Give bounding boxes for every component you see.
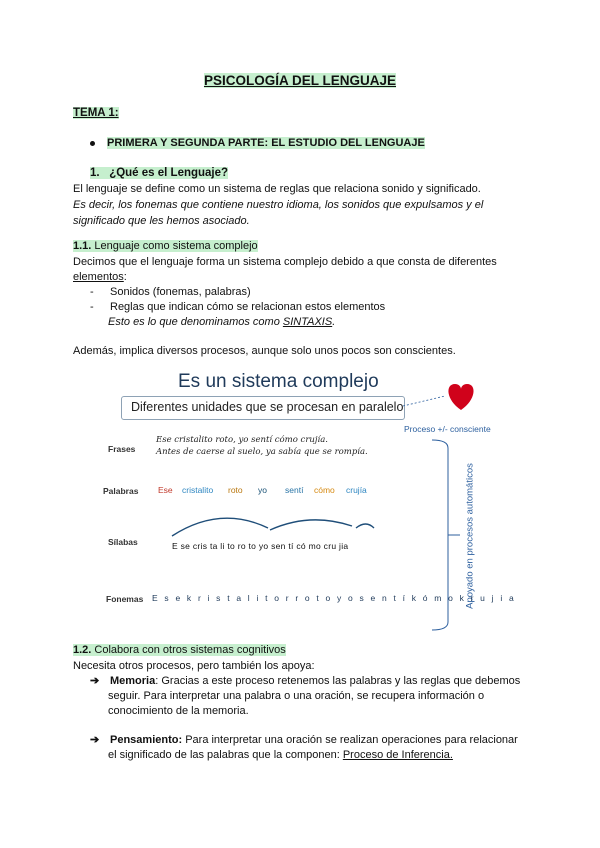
row-label-fonemas: Fonemas [106,594,144,604]
syllable-arc [270,520,352,530]
arrow-icon: ➔ [90,734,100,746]
proceso-label: Proceso +/- consciente [404,424,491,434]
silabas-text: E se cris ta li to ro to yo sen tí có mo cru jia [172,541,349,551]
word: crujía [346,485,367,495]
heart-icon [448,384,473,410]
row-label-frases: Frases [108,444,136,454]
section-1-2-intro: Necesita otros procesos, pero también los apoya: [73,660,315,672]
diagram-box-text: Diferentes unidades que se procesan en paralelo [131,400,404,414]
word: cristalito [182,485,214,495]
syllable-arc [356,524,374,528]
frase-1: Ese cristalito roto, yo sentí cómo crujía. [156,435,328,445]
section-1-1-line1: Decimos que el lenguaje forma un sistema complejo debido a que consta de diferentes [73,256,497,268]
word: sentí [285,485,304,495]
arrow-icon: ➔ [90,675,100,687]
fonemas-text: E s e k r i s t a l i t o r r o t o y o s e n t í k ó m o k r u j i a [152,593,516,603]
processes-note: Además, implica diversos procesos, aunque solo unos pocos son conscientes. [73,345,456,357]
row-label-palabras: Palabras [103,486,139,496]
pensamiento-line2: el significado de las palabras que la componen: Proceso de Inferencia. [108,749,453,761]
syllable-arc [172,518,268,536]
memoria-line1: ➔ Memoria: Gracias a este proceso retenemos las palabras y las reglas que debemos [90,675,521,687]
section-1-2-heading: 1.2. Colabora con otros sistemas cognitivos [73,644,286,656]
diagram-title: Es un sistema complejo [178,371,379,392]
frase-2: Antes de caerse al suelo, ya sabía que se rompía. [156,447,368,457]
section-1-1-line2: elementos: [73,271,127,283]
part-heading: PRIMERA Y SEGUNDA PARTE: EL ESTUDIO DEL LENGUAJE [90,137,425,149]
section-1-explanation-line1: Es decir, los fonemas que contiene nuestro idioma, los sonidos que expulsamos y el [73,199,484,211]
dashed-pointer [403,396,445,406]
list-item: - Reglas que indican cómo se relacionan estos elementos [90,301,386,313]
memoria-line2: seguir. Para interpretar una palabra o una oración, se recupera información o [108,690,485,702]
pensamiento-line1: ➔ Pensamiento: Para interpretar una oración se realizan operaciones para relacionar [90,734,518,746]
section-1-1-heading: 1.1. Lenguaje como sistema complejo [73,240,258,252]
row-label-silabas: Sílabas [108,537,138,547]
tema-heading: TEMA 1: [73,107,119,119]
section-1-definition: El lenguaje se define como un sistema de reglas que relaciona sonido y significado. [73,183,481,195]
page-title: PSICOLOGÍA DEL LENGUAJE [203,73,397,88]
list-item: - Sonidos (fonemas, palabras) [90,286,251,298]
memoria-line3: conocimiento de la memoria. [108,705,249,717]
vertical-label: Apoyado en procesos automáticos [464,463,476,609]
word: cómo [314,485,335,495]
word: Ese [158,485,173,495]
word: roto [228,485,243,495]
section-1-heading: 1. ¿Qué es el Lenguaje? [90,167,229,179]
section-1-explanation-line2: significado que les hemos asociado. [73,215,250,227]
sintaxis-note: Esto es lo que denominamos como SINTAXIS. [108,316,336,328]
word: yo [258,485,267,495]
